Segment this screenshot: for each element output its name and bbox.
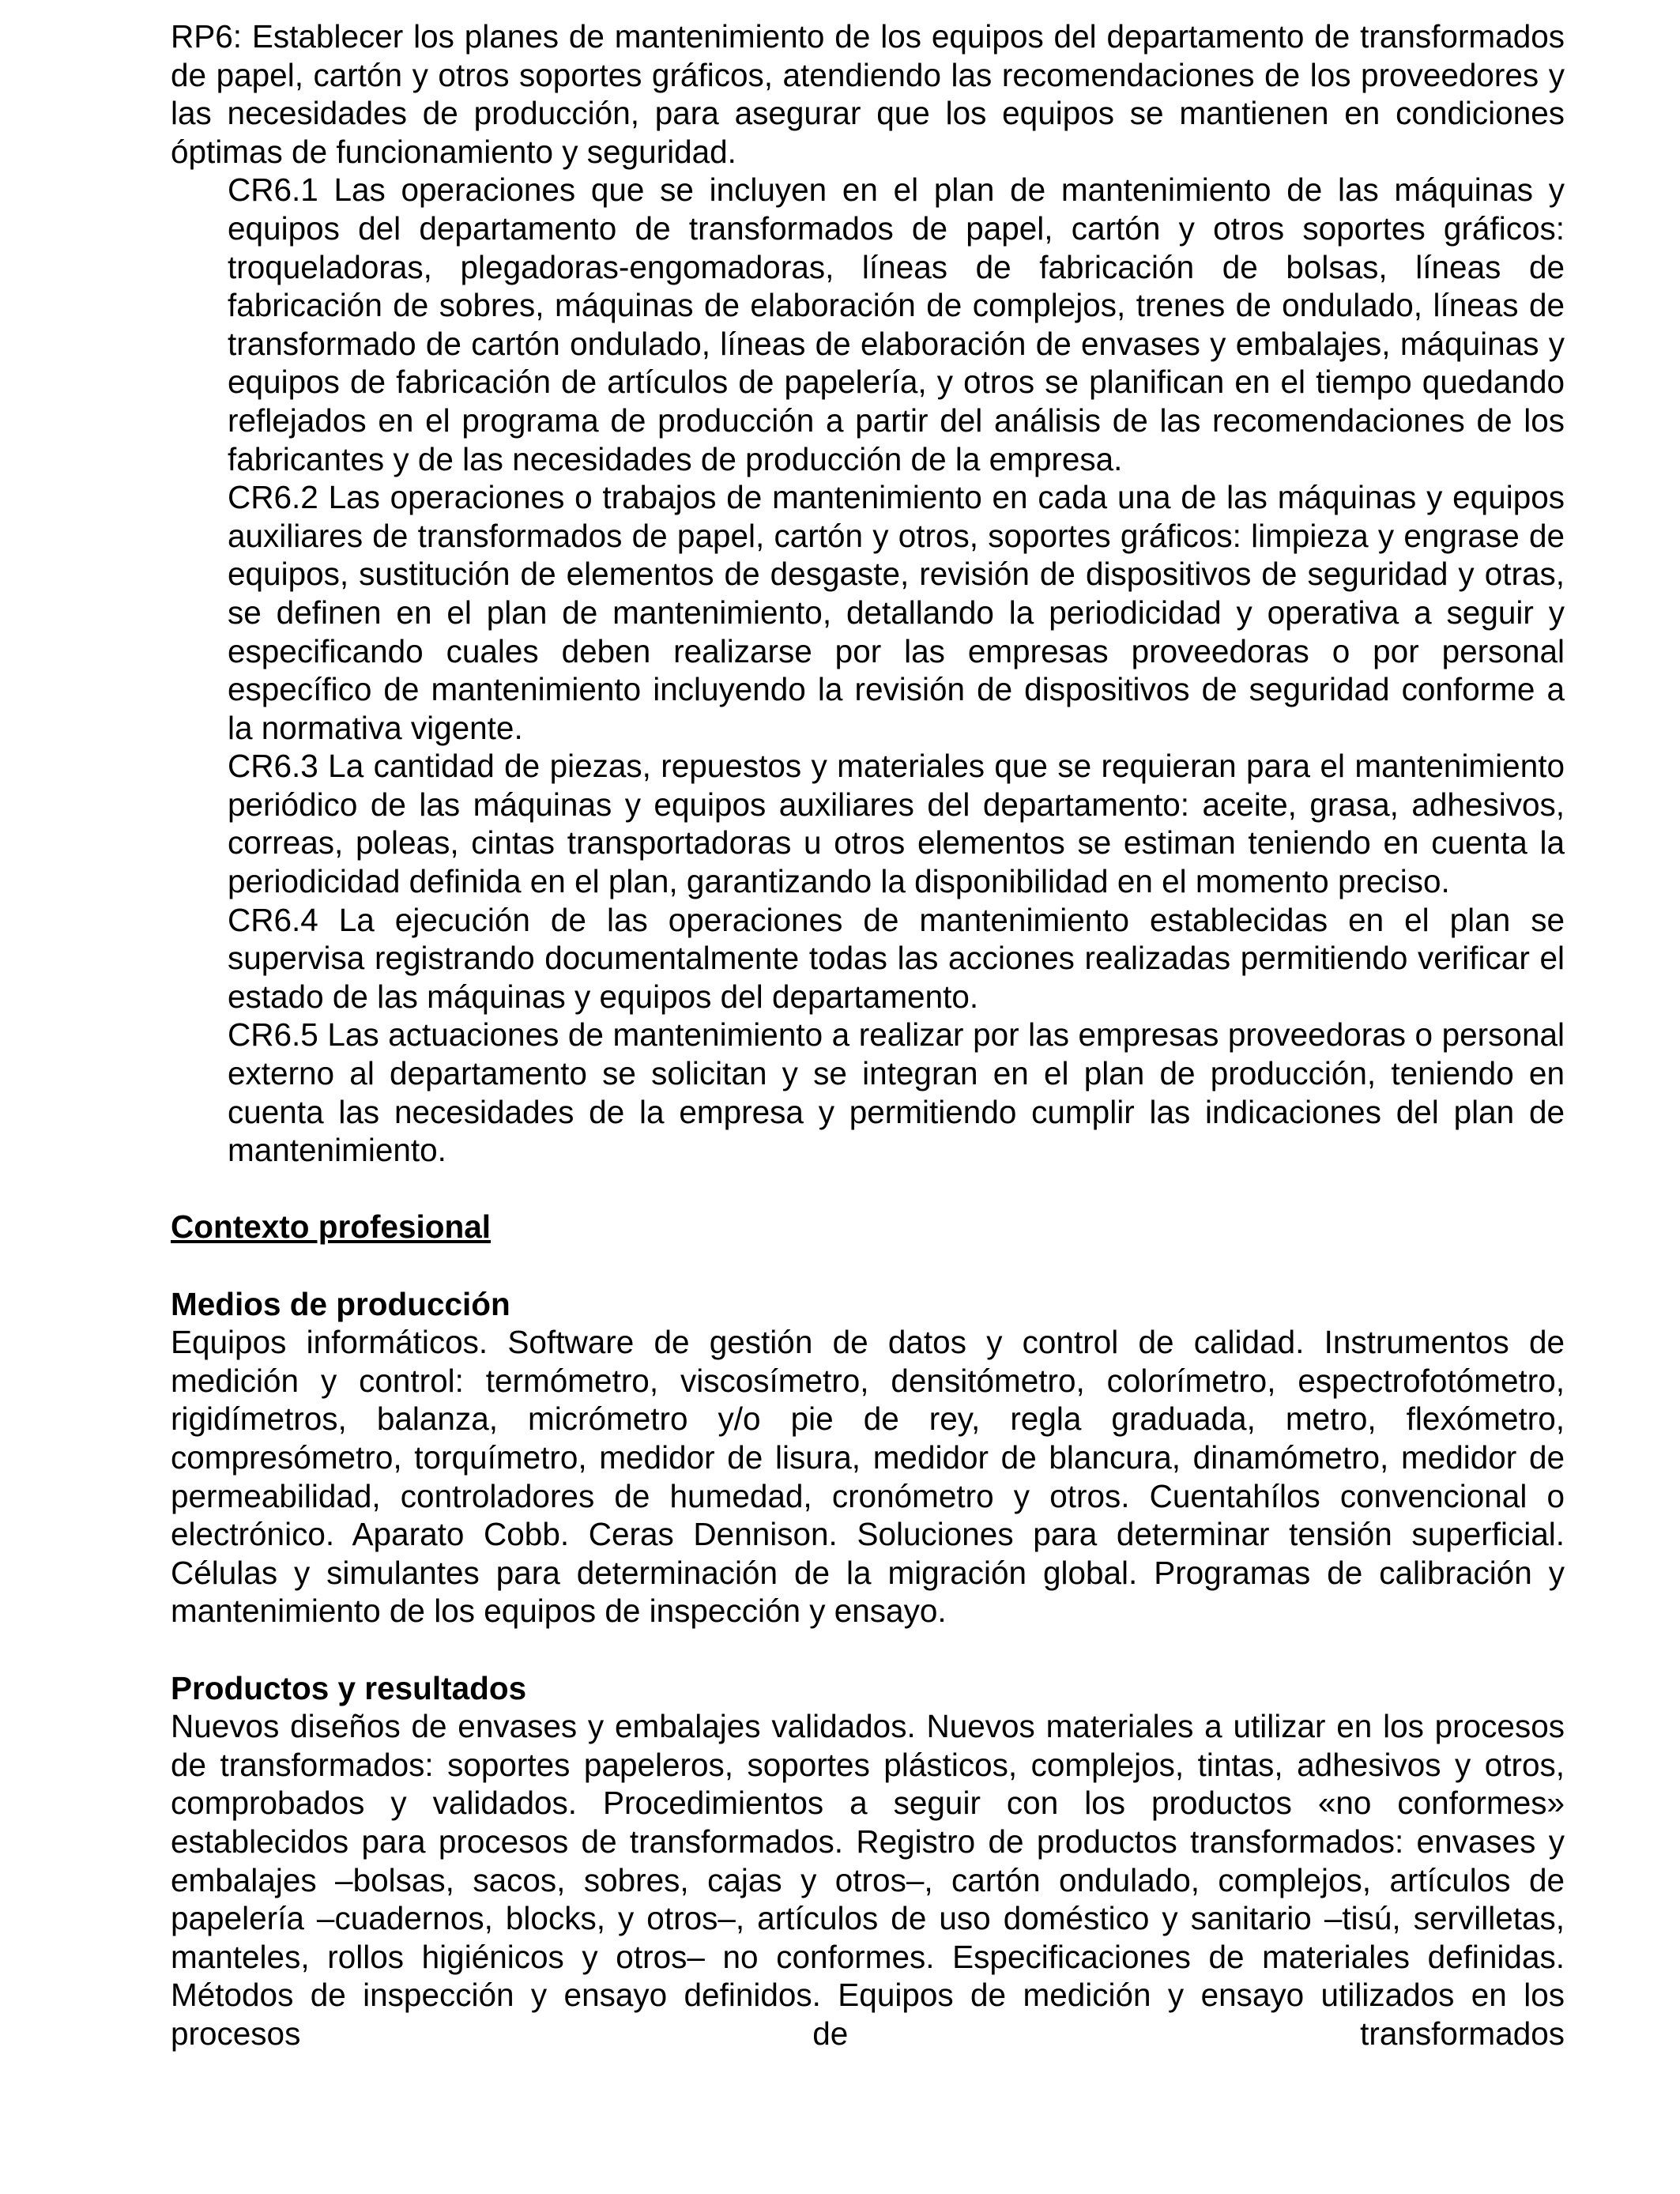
- criterion-cr6-2: CR6.2 Las operaciones o trabajos de mantenimiento en cada una de las máquinas y equipos auxiliares de transformados de papel, cartón y otros, soportes gráficos: limpieza y engrase de equipos, sustitución de elementos de desgaste, revisión de dispositivos de seguridad y otras, se definen en el plan de mantenimiento, detallando la periodicidad y operativa a seguir y especificando cuales deben realizarse por las empresas proveedoras o por personal específico de mantenimiento incluyendo la revisión de dispositivos de seguridad conforme a la normativa vigente.: [228, 479, 1565, 746]
- productos-paragraph: Nuevos diseños de envases y embalajes validados. Nuevos materiales a utilizar en los procesos de transformados: soportes papeleros, soportes plásticos, complejos, tintas, adhesivos y otros, comprobados y validados. Procedimientos a seguir con los productos «no conformes» establecidos para procesos de transformados. Registro de productos transformados: envases y embalajes –bolsas, sacos, sobres, cajas y otros–, cartón ondulado, complejos, artículos de papelería –cuadernos, blocks, y otros–, artículos de uso doméstico y sanitario –tisú, servilletas, manteles, rollos higiénicos y otros– no conformes. Especificaciones de materiales definidas. Métodos de inspección y ensayo definidos. Equipos de medición y ensayo utilizados en los procesos de transformados: [171, 1708, 1565, 2052]
- rp6-paragraph: RP6: Establecer los planes de mantenimiento de los equipos del departamento de transformados de papel, cartón y otros soportes gráficos, atendiendo las recomendaciones de los proveedores y las necesidades de producción, para asegurar que los equipos se mantienen en condiciones óptimas de funcionamiento y seguridad.: [171, 18, 1565, 170]
- subheading-medios: Medios de producción: [171, 1285, 510, 1322]
- criterion-cr6-1: CR6.1 Las operaciones que se incluyen en el plan de mantenimiento de las máquinas y equipos del departamento de transformados de papel, cartón y otros soportes gráficos: troqueladoras, plegadoras-engomadoras, líneas de fabricación de bolsas, líneas de fabricación de sobres, máquinas de elaboración de complejos, trenes de ondulado, líneas de transformado de cartón ondulado, líneas de elaboración de envases y embalajes, máquinas y equipos de fabricación de artículos de papelería, y otros se planifican en el tiempo quedando reflejados en el programa de producción a partir del análisis de las recomendaciones de los fabricantes y de las necesidades de producción de la empresa.: [228, 172, 1565, 477]
- subheading-productos: Productos y resultados: [171, 1669, 527, 1706]
- criterion-cr6-3: CR6.3 La cantidad de piezas, repuestos y materiales que se requieran para el mantenimiento periódico de las máquinas y equipos auxiliares del departamento: aceite, grasa, adhesivos, correas, poleas, cintas transportadoras u otros elementos se estiman teniendo en cuenta la periodicidad definida en el plan, garantizando la disponibilidad en el momento preciso.: [228, 748, 1565, 900]
- spacer: [171, 1630, 1565, 1669]
- spacer: [171, 1246, 1565, 1285]
- spacer: [171, 1170, 1565, 1208]
- medios-paragraph: Equipos informáticos. Software de gestión de datos y control de calidad. Instrumentos de medición y control: termómetro, viscosímetro, densitómetro, colorímetro, espectrofotómetro, rigidímetros, balanza, micrómetro y/o pie de rey, regla graduada, metro, flexómetro, compresómetro, torquímetro, medidor de lisura, medidor de blancura, dinamómetro, medidor de permeabilidad, controladores de humedad, cronómetro y otros. Cuentahílos convencional o electrónico. Aparato Cobb. Ceras Dennison. Soluciones para determinar tensión superficial. Células y simulantes para determinación de la migración global. Programas de calibración y mantenimiento de los equipos de inspección y ensayo.: [171, 1324, 1565, 1630]
- criterion-cr6-5: CR6.5 Las actuaciones de mantenimiento a realizar por las empresas proveedoras o personal externo al departamento se solicitan y se integran en el plan de producción, teniendo en cuenta las necesidades de la empresa y permitiendo cumplir las indicaciones del plan de mantenimiento.: [228, 1016, 1565, 1169]
- document-page: [171, 17, 1565, 2053]
- criterion-cr6-4: CR6.4 La ejecución de las operaciones de mantenimiento establecidas en el plan se supervisa registrando documentalmente todas las acciones realizadas permitiendo verificar el estado de las máquinas y equipos del departamento.: [228, 901, 1565, 1015]
- section-heading-contexto: Contexto profesional: [171, 1208, 492, 1246]
